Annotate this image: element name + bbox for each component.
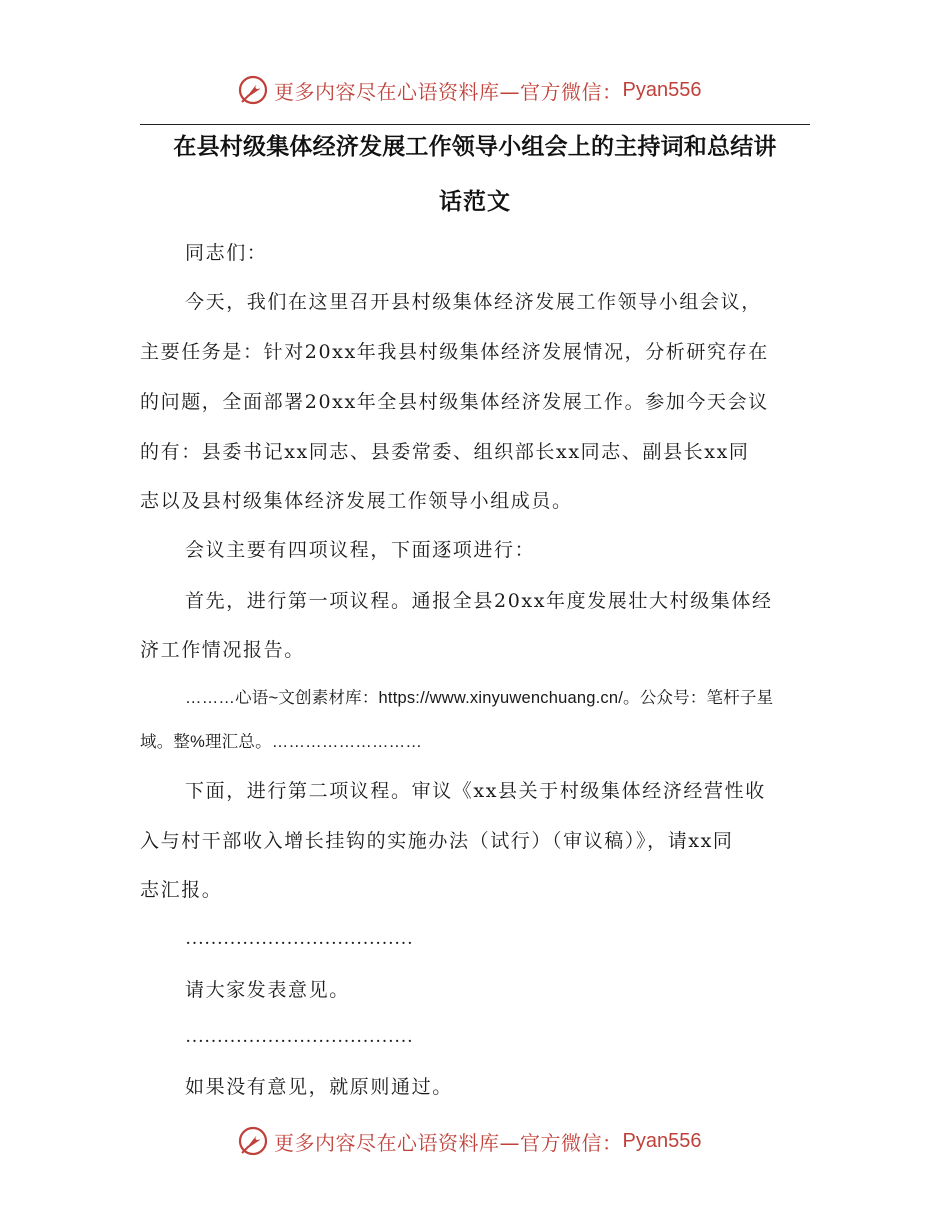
banner-wechat-id: Pyan556 bbox=[622, 1129, 702, 1152]
footer-banner bbox=[236, 1123, 701, 1159]
paragraph-line: 的有：县委书记xx同志、县委常委、组织部长xx同志、副县长xx同 bbox=[140, 441, 750, 463]
paragraph-line: 会议主要有四项议程，下面逐项进行： bbox=[185, 539, 536, 561]
doc-title-line-2: 话范文 bbox=[439, 189, 511, 215]
salutation: 同志们： bbox=[185, 242, 268, 264]
paragraph-line: 今天，我们在这里召开县村级集体经济发展工作领导小组会议， bbox=[185, 291, 762, 313]
pen-nib-logo-icon bbox=[236, 73, 270, 107]
banner-text: 更多内容尽在心语资料库—官方微信： bbox=[274, 1130, 623, 1155]
paragraph-line: 下面，进行第二项议程。审议《xx县关于村级集体经济经营性收 bbox=[185, 780, 766, 802]
paragraph-line: 入与村干部收入增长挂钩的实施办法（试行）（审议稿）》，请xx同 bbox=[140, 830, 734, 852]
doc-title-line-1: 在县村级集体经济发展工作领导小组会上的主持词和总结讲 bbox=[173, 134, 777, 160]
paragraph-line: 主要任务是：针对20xx年我县村级集体经济发展情况，分析研究存在 bbox=[140, 341, 769, 363]
pen-nib-logo-icon bbox=[236, 1124, 270, 1158]
paragraph-line: 首先，进行第一项议程。通报全县20xx年度发展壮大村级集体经 bbox=[185, 590, 773, 612]
source-note-line: ………心语~文创素材库：https://www.xinyuwenchuang.cn/。公众号：笔杆子星 bbox=[185, 689, 774, 707]
ellipsis-line: ……………………………… bbox=[185, 1026, 413, 1047]
ellipsis-line: ……………………………… bbox=[185, 928, 413, 949]
paragraph-line: 济工作情况报告。 bbox=[140, 639, 305, 661]
source-note-line: 域。整%理汇总。……………………… bbox=[140, 733, 423, 751]
paragraph-line: 请大家发表意见。 bbox=[185, 979, 350, 1001]
banner-wechat-id: Pyan556 bbox=[622, 78, 702, 101]
paragraph-line: 志汇报。 bbox=[140, 879, 223, 901]
paragraph-line: 志以及县村级集体经济发展工作领导小组成员。 bbox=[140, 490, 573, 512]
header-banner bbox=[236, 72, 701, 108]
header-rule bbox=[140, 124, 810, 125]
paragraph-line: 如果没有意见，就原则通过。 bbox=[185, 1076, 453, 1098]
paragraph-line: 的问题，全面部署20xx年全县村级集体经济发展工作。参加今天会议 bbox=[140, 391, 769, 413]
banner-text: 更多内容尽在心语资料库—官方微信： bbox=[274, 79, 623, 104]
